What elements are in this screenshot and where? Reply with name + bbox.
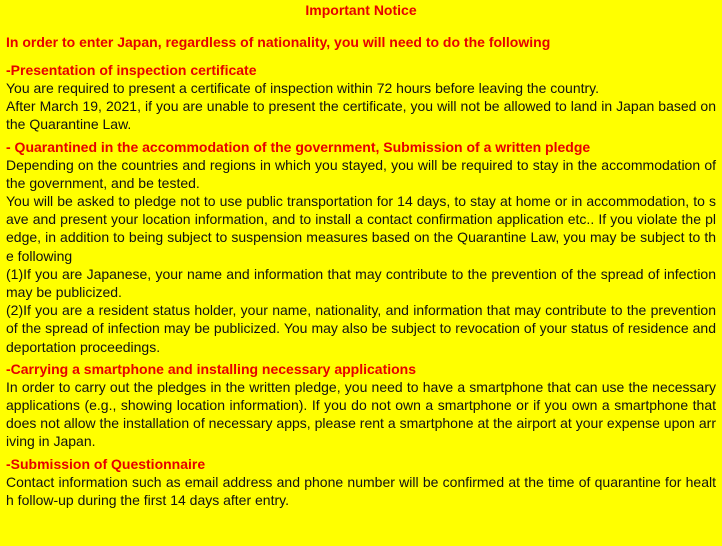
- section-paragraph: You will be asked to pledge not to use public transportation for 14 days, to stay at home or in accommodation, to save and present your location information, and to install a contact confirmation application etc.. If you violate the pledge, in addition to being subject to suspension measures based on the Quarantine Law, you may be subject to the following: [6, 193, 716, 264]
- section-paragraph: You are required to present a certificate of inspection within 72 hours before leaving the country.: [6, 80, 600, 96]
- section-paragraph: Contact information such as email address and phone number will be confirmed at the time of quarantine for health follow-up during the first 14 days after entry.: [6, 473, 716, 508]
- section-smartphone-apps: [6, 360, 716, 451]
- section-paragraph: (2)If you are a resident status holder, your name, nationality, and information that may contribute to the prevention of the spread of infection may be publicized. You may also be subject to revocation of your status of residence and deportation proceedings.: [6, 302, 716, 355]
- section-paragraph: Depending on the countries and regions in which you stayed, you will be required to stay in the accommodation of the government, and be tested.: [6, 156, 716, 191]
- section-paragraph: In order to carry out the pledges in the written pledge, you need to have a smartphone that can use the necessary applications (e.g., showing location information). If you do not own a smartphone or if you own a smartphone that does not allow the installation of necessary apps, please rent a smartphone at the airport at your expense upon arriving in Japan.: [6, 378, 716, 450]
- section-quarantine-pledge: [6, 138, 716, 356]
- notice-intro: In order to enter Japan, regardless of nationality, you will need to do the following: [6, 34, 551, 50]
- notice-title: Important Notice: [305, 2, 417, 18]
- section-paragraph: (1)If you are Japanese, your name and information that may contribute to the prevention of the spread of infection may be publicized.: [6, 265, 716, 301]
- section-heading: -Presentation of inspection certificate: [6, 62, 257, 78]
- section-heading: - Quarantined in the accommodation of the government, Submission of a written pledge: [6, 138, 591, 155]
- section-questionnaire: [6, 455, 716, 509]
- section-heading: -Carrying a smartphone and installing necessary applications: [6, 360, 417, 377]
- section-heading: -Submission of Questionnaire: [6, 455, 206, 472]
- section-inspection-certificate: [6, 61, 716, 134]
- section-paragraph: After March 19, 2021, if you are unable to present the certificate, you will not be allowed to land in Japan based on the Quarantine Law.: [6, 98, 716, 133]
